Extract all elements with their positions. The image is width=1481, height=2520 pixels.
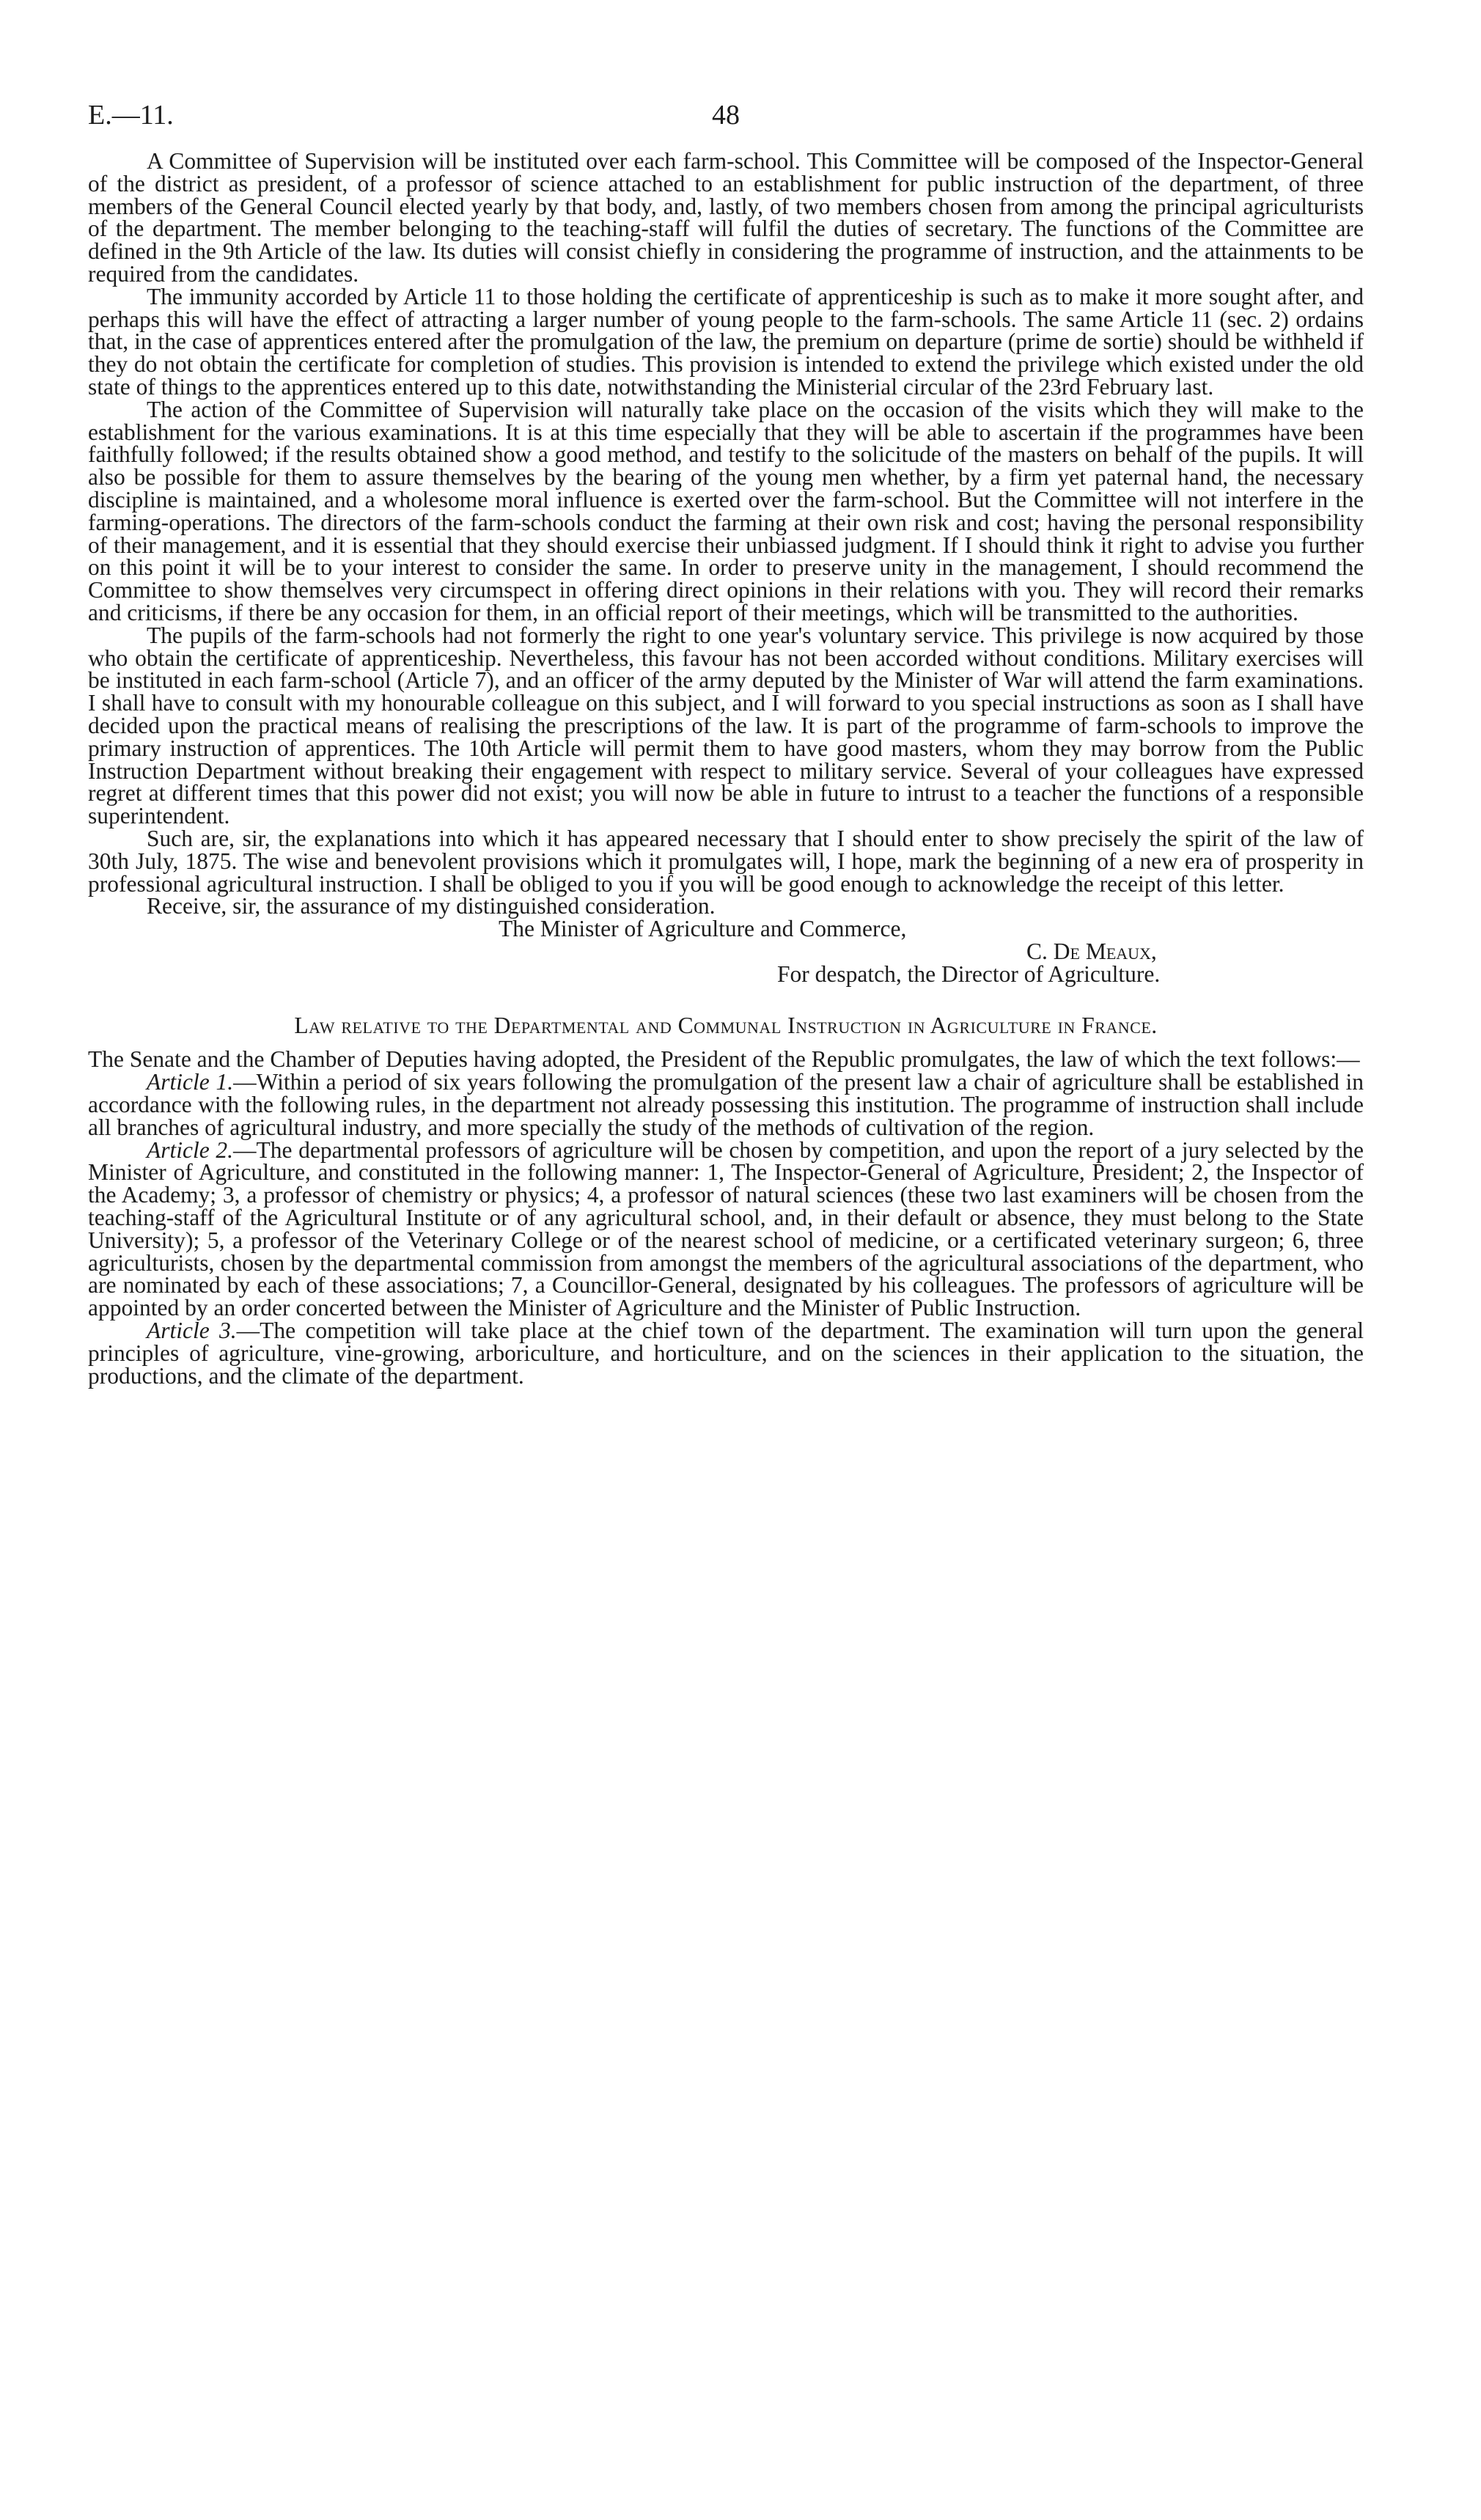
- article-text: —Within a period of six years following the promulgation of the present law a chair of agriculture shall be established in accordance with the following rules, in the department not already possessing this institution. The programme of instruction shall include all branches of agricultural industry, and more specially the study of the methods of cultivation of the region.: [88, 1069, 1364, 1140]
- paragraph-committee: A Committee of Supervision will be instituted over each farm-school. This Committee will be composed of the Inspector-General of the district as president, of a professor of science attached to an establishment for public instruction of the department, of three members of the General Council elected yearly by that body, and, lastly, of two members chosen from among the principal agriculturists of the department. The member belonging to the teaching-staff will fulfil the duties of secretary. The functions of the Committee are defined in the 9th Article of the law. Its duties will consist chiefly in considering the programme of instruction, and the attainments to be required from the candidates.: [88, 148, 1364, 287]
- article-3: [88, 1320, 1364, 1387]
- signature-title: The Minister of Agriculture and Commerce,: [499, 916, 907, 942]
- page-number: 48: [712, 100, 740, 131]
- law-preamble-text: The Senate and the Chamber of Deputies having adopted, the President of the Republic promulgates, the law of which the text follows:—: [88, 1046, 1360, 1073]
- article-1: [88, 1071, 1364, 1139]
- article-2: [88, 1136, 1364, 1321]
- paragraph-immunity: The immunity accorded by Article 11 to those holding the certificate of apprenticeship is such as to make it more sought after, and perhaps this will have the effect of attracting a larger number of young people to the farm-schools. The same Article 11 (sec. 2) ordains that, in the case of apprentices entered after the promulgation of the law, the premium on departure (prime de sortie) should be withheld if they do not obtain the certificate for completion of studies. This provision is intended to extend the privilege which existed under the old state of things to the apprentices entered up to this date, notwithstanding the Ministerial circular of the 23rd February last.: [88, 283, 1364, 400]
- page-header: [88, 99, 1364, 150]
- signature-block: [88, 918, 1364, 985]
- document-page: [88, 99, 1364, 1387]
- article-label: Article 1.: [147, 1069, 234, 1095]
- law-body: [88, 1048, 1364, 1387]
- law-preamble: [88, 1048, 1364, 1071]
- paragraph-explanations: Such are, sir, the explanations into which it has appeared necessary that I should enter to show precisely the spirit of the law of 30th July, 1875. The wise and benevolent provisions which it promulgates will, I hope, mark the beginning of a new era of prosperity in professional agricultural instruction. I shall be obliged to you if you will be good enough to acknowledge the receipt of this letter.: [88, 825, 1364, 897]
- signature-name: C. De Meaux,: [1026, 938, 1157, 964]
- document-reference: E.—11.: [88, 100, 174, 131]
- signature-despatch: For despatch, the Director of Agriculture.: [777, 960, 1161, 987]
- article-label: Article 2.: [147, 1136, 233, 1163]
- letter-body: [88, 150, 1364, 918]
- paragraph-supervision-action: The action of the Committee of Supervision will naturally take place on the occasion of the visits which they will make to the establishment for the various examinations. It is at this time especially that they will be able to ascertain if the programmes have been faithfully followed; if the results obtained show a good method, and testify to the solicitude of the masters on behalf of the pupils. It will also be possible for them to assure themselves by the bearing of the young men whether, by a firm yet paternal hand, the necessary discipline is maintained, and a wholesome moral influence is exerted over the farm-school. But the Committee will not interfere in the farming-operations. The directors of the farm-schools conduct the farming at their own risk and cost; having the personal responsibility of their management, and it is essential that they should exercise their unbiassed judgment. If I should think it right to advise you further on this point it will be to your interest to consider the same. In order to preserve unity in the management, I should recommend the Committee to show themselves very circumspect in offering direct opinions in their relations with you. They will record their remarks and criticisms, if there be any occasion for them, in an official report of their meetings, which will be transmitted to the authorities.: [88, 396, 1364, 625]
- paragraph-voluntary-service: The pupils of the farm-schools had not formerly the right to one year's voluntary service. This privilege is now acquired by those who obtain the certificate of apprenticeship. Nevertheless, this favour has not been accorded without conditions. Military exercises will be instituted in each farm-school (Article 7), and an officer of the army deputed by the Minister of War will attend the farm examinations. I shall have to consult with my honourable colleague on this subject, and I will forward to you special instructions as soon as I shall have decided upon the practical means of realising the prescriptions of the law. It is part of the programme of farm-schools to improve the primary instruction of apprentices. The 10th Article will permit them to have good masters, whom they may borrow from the Public Instruction Department without breaking their engagement with respect to military service. Several of your colleagues have expressed regret at different times that this power did not exist; you will now be able in future to intrust to a teacher the functions of a responsible superintendent.: [88, 622, 1364, 829]
- paragraph-closing: Receive, sir, the assurance of my distinguished consideration.: [147, 893, 716, 919]
- article-text: —The departmental professors of agriculture will be chosen by competition, and upon the report of a jury selected by the Minister of Agriculture, and constituted in the following manner: 1, The Inspector-General of Agriculture, President; 2, the Inspector of the Academy; 3, a professor of chemistry or physics; 4, a professor of natural sciences (these two last examiners will be chosen from the teaching-staff of the Agricultural Institute or of any agricultural school, and, in their default or absence, they must belong to the State University); 5, a professor of the Veterinary College or of the nearest school of medicine, or a certificated veterinary surgeon; 6, three agriculturists, chosen by the departmental commission from amongst the members of the agricultural associations of the department, who are nominated by each of these associations; 7, a Councillor-General, designated by his colleagues. The professors of agriculture will be appointed by an order concerted between the Minister of Agriculture and the Minister of Public Instruction.: [88, 1136, 1364, 1321]
- article-text: —The competition will take place at the chief town of the department. The examination will turn upon the general principles of agriculture, vine-growing, arboriculture, and horticulture, and on the sciences in their application to the situation, the productions, and the climate of the department.: [88, 1318, 1364, 1389]
- article-label: Article 3.: [147, 1318, 237, 1344]
- law-title: Law relative to the Departmental and Communal Instruction in Agriculture in France.: [294, 1013, 1158, 1039]
